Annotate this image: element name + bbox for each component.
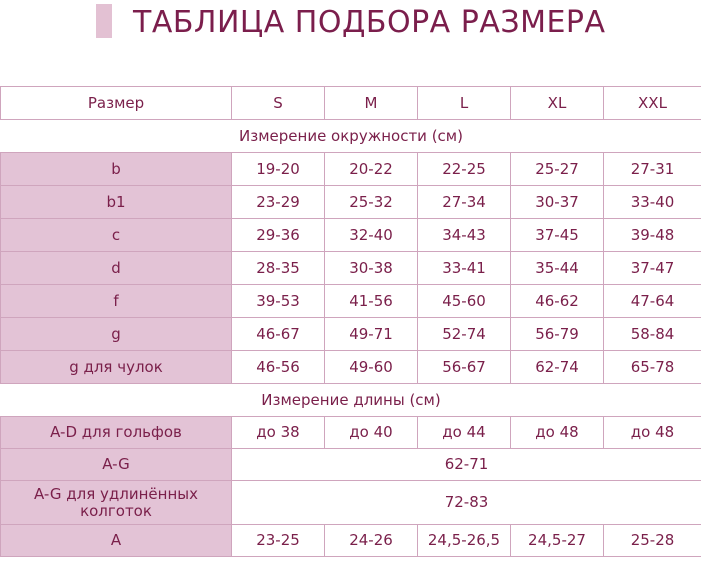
table-cell: до 48 xyxy=(604,417,701,449)
table-cell: 49-60 xyxy=(325,351,418,384)
table-cell: 47-64 xyxy=(604,285,701,318)
table-cell: 37-47 xyxy=(604,252,701,285)
table-row xyxy=(1,449,701,481)
table-cell: 33-41 xyxy=(418,252,511,285)
row-label: f xyxy=(1,285,232,318)
section-row-circumference xyxy=(1,120,701,153)
row-label: b xyxy=(1,153,232,186)
table-cell: 23-25 xyxy=(232,525,325,557)
table-cell: до 48 xyxy=(511,417,604,449)
row-label: b1 xyxy=(1,186,232,219)
header-size-label: Размер xyxy=(1,87,232,120)
table-cell: 56-79 xyxy=(511,318,604,351)
table-cell: 41-56 xyxy=(325,285,418,318)
table-cell: 22-25 xyxy=(418,153,511,186)
table-row xyxy=(1,186,701,219)
size-chart-table xyxy=(0,86,701,557)
table-cell: 62-74 xyxy=(511,351,604,384)
table-cell: 25-27 xyxy=(511,153,604,186)
table-row xyxy=(1,318,701,351)
table-cell: 58-84 xyxy=(604,318,701,351)
table-row xyxy=(1,481,701,525)
table-row xyxy=(1,219,701,252)
row-label: A-G xyxy=(1,449,232,481)
table-cell: 37-45 xyxy=(511,219,604,252)
table-cell: 24,5-27 xyxy=(511,525,604,557)
table-cell: 39-48 xyxy=(604,219,701,252)
table-cell: 24,5-26,5 xyxy=(418,525,511,557)
table-cell: 46-67 xyxy=(232,318,325,351)
header-size-s: S xyxy=(232,87,325,120)
table-cell: 46-56 xyxy=(232,351,325,384)
row-label: g для чулок xyxy=(1,351,232,384)
table-row xyxy=(1,525,701,557)
table-row xyxy=(1,417,701,449)
table-row xyxy=(1,153,701,186)
table-cell: 34-43 xyxy=(418,219,511,252)
table-row xyxy=(1,285,701,318)
row-label: A-G для удлинённых колготок xyxy=(1,481,232,525)
header-size-xl: XL xyxy=(511,87,604,120)
table-cell: до 38 xyxy=(232,417,325,449)
row-label: A-D для гольфов xyxy=(1,417,232,449)
table-cell: 39-53 xyxy=(232,285,325,318)
table-cell: 27-31 xyxy=(604,153,701,186)
table-cell: 28-35 xyxy=(232,252,325,285)
section-title-circumference: Измерение окружности (см) xyxy=(1,120,701,153)
table-cell: 52-74 xyxy=(418,318,511,351)
row-label: g xyxy=(1,318,232,351)
row-label: A xyxy=(1,525,232,557)
table-cell: 23-29 xyxy=(232,186,325,219)
table-cell-merged: 62-71 xyxy=(232,449,701,481)
table-cell: 27-34 xyxy=(418,186,511,219)
table-row xyxy=(1,252,701,285)
table-cell-merged: 72-83 xyxy=(232,481,701,525)
header-size-xxl: XXL xyxy=(604,87,701,120)
table-cell: 29-36 xyxy=(232,219,325,252)
table-cell: 65-78 xyxy=(604,351,701,384)
table-cell: до 44 xyxy=(418,417,511,449)
table-cell: 49-71 xyxy=(325,318,418,351)
table-cell: 35-44 xyxy=(511,252,604,285)
row-label: d xyxy=(1,252,232,285)
table-cell: 24-26 xyxy=(325,525,418,557)
table-cell: 46-62 xyxy=(511,285,604,318)
header-row xyxy=(1,87,701,120)
title-accent-bar xyxy=(96,4,112,38)
table-cell: 25-28 xyxy=(604,525,701,557)
section-row-length xyxy=(1,384,701,417)
table-cell: 30-38 xyxy=(325,252,418,285)
table-cell: 19-20 xyxy=(232,153,325,186)
table-cell: 32-40 xyxy=(325,219,418,252)
row-label: c xyxy=(1,219,232,252)
table-cell: до 40 xyxy=(325,417,418,449)
table-cell: 45-60 xyxy=(418,285,511,318)
table-cell: 33-40 xyxy=(604,186,701,219)
header-size-m: M xyxy=(325,87,418,120)
header-size-l: L xyxy=(418,87,511,120)
table-cell: 30-37 xyxy=(511,186,604,219)
table-cell: 56-67 xyxy=(418,351,511,384)
table-row xyxy=(1,351,701,384)
section-title-length: Измерение длины (см) xyxy=(1,384,701,417)
table-cell: 25-32 xyxy=(325,186,418,219)
table-cell: 20-22 xyxy=(325,153,418,186)
page-title: ТАБЛИЦА ПОДБОРА РАЗМЕРА xyxy=(133,5,606,40)
